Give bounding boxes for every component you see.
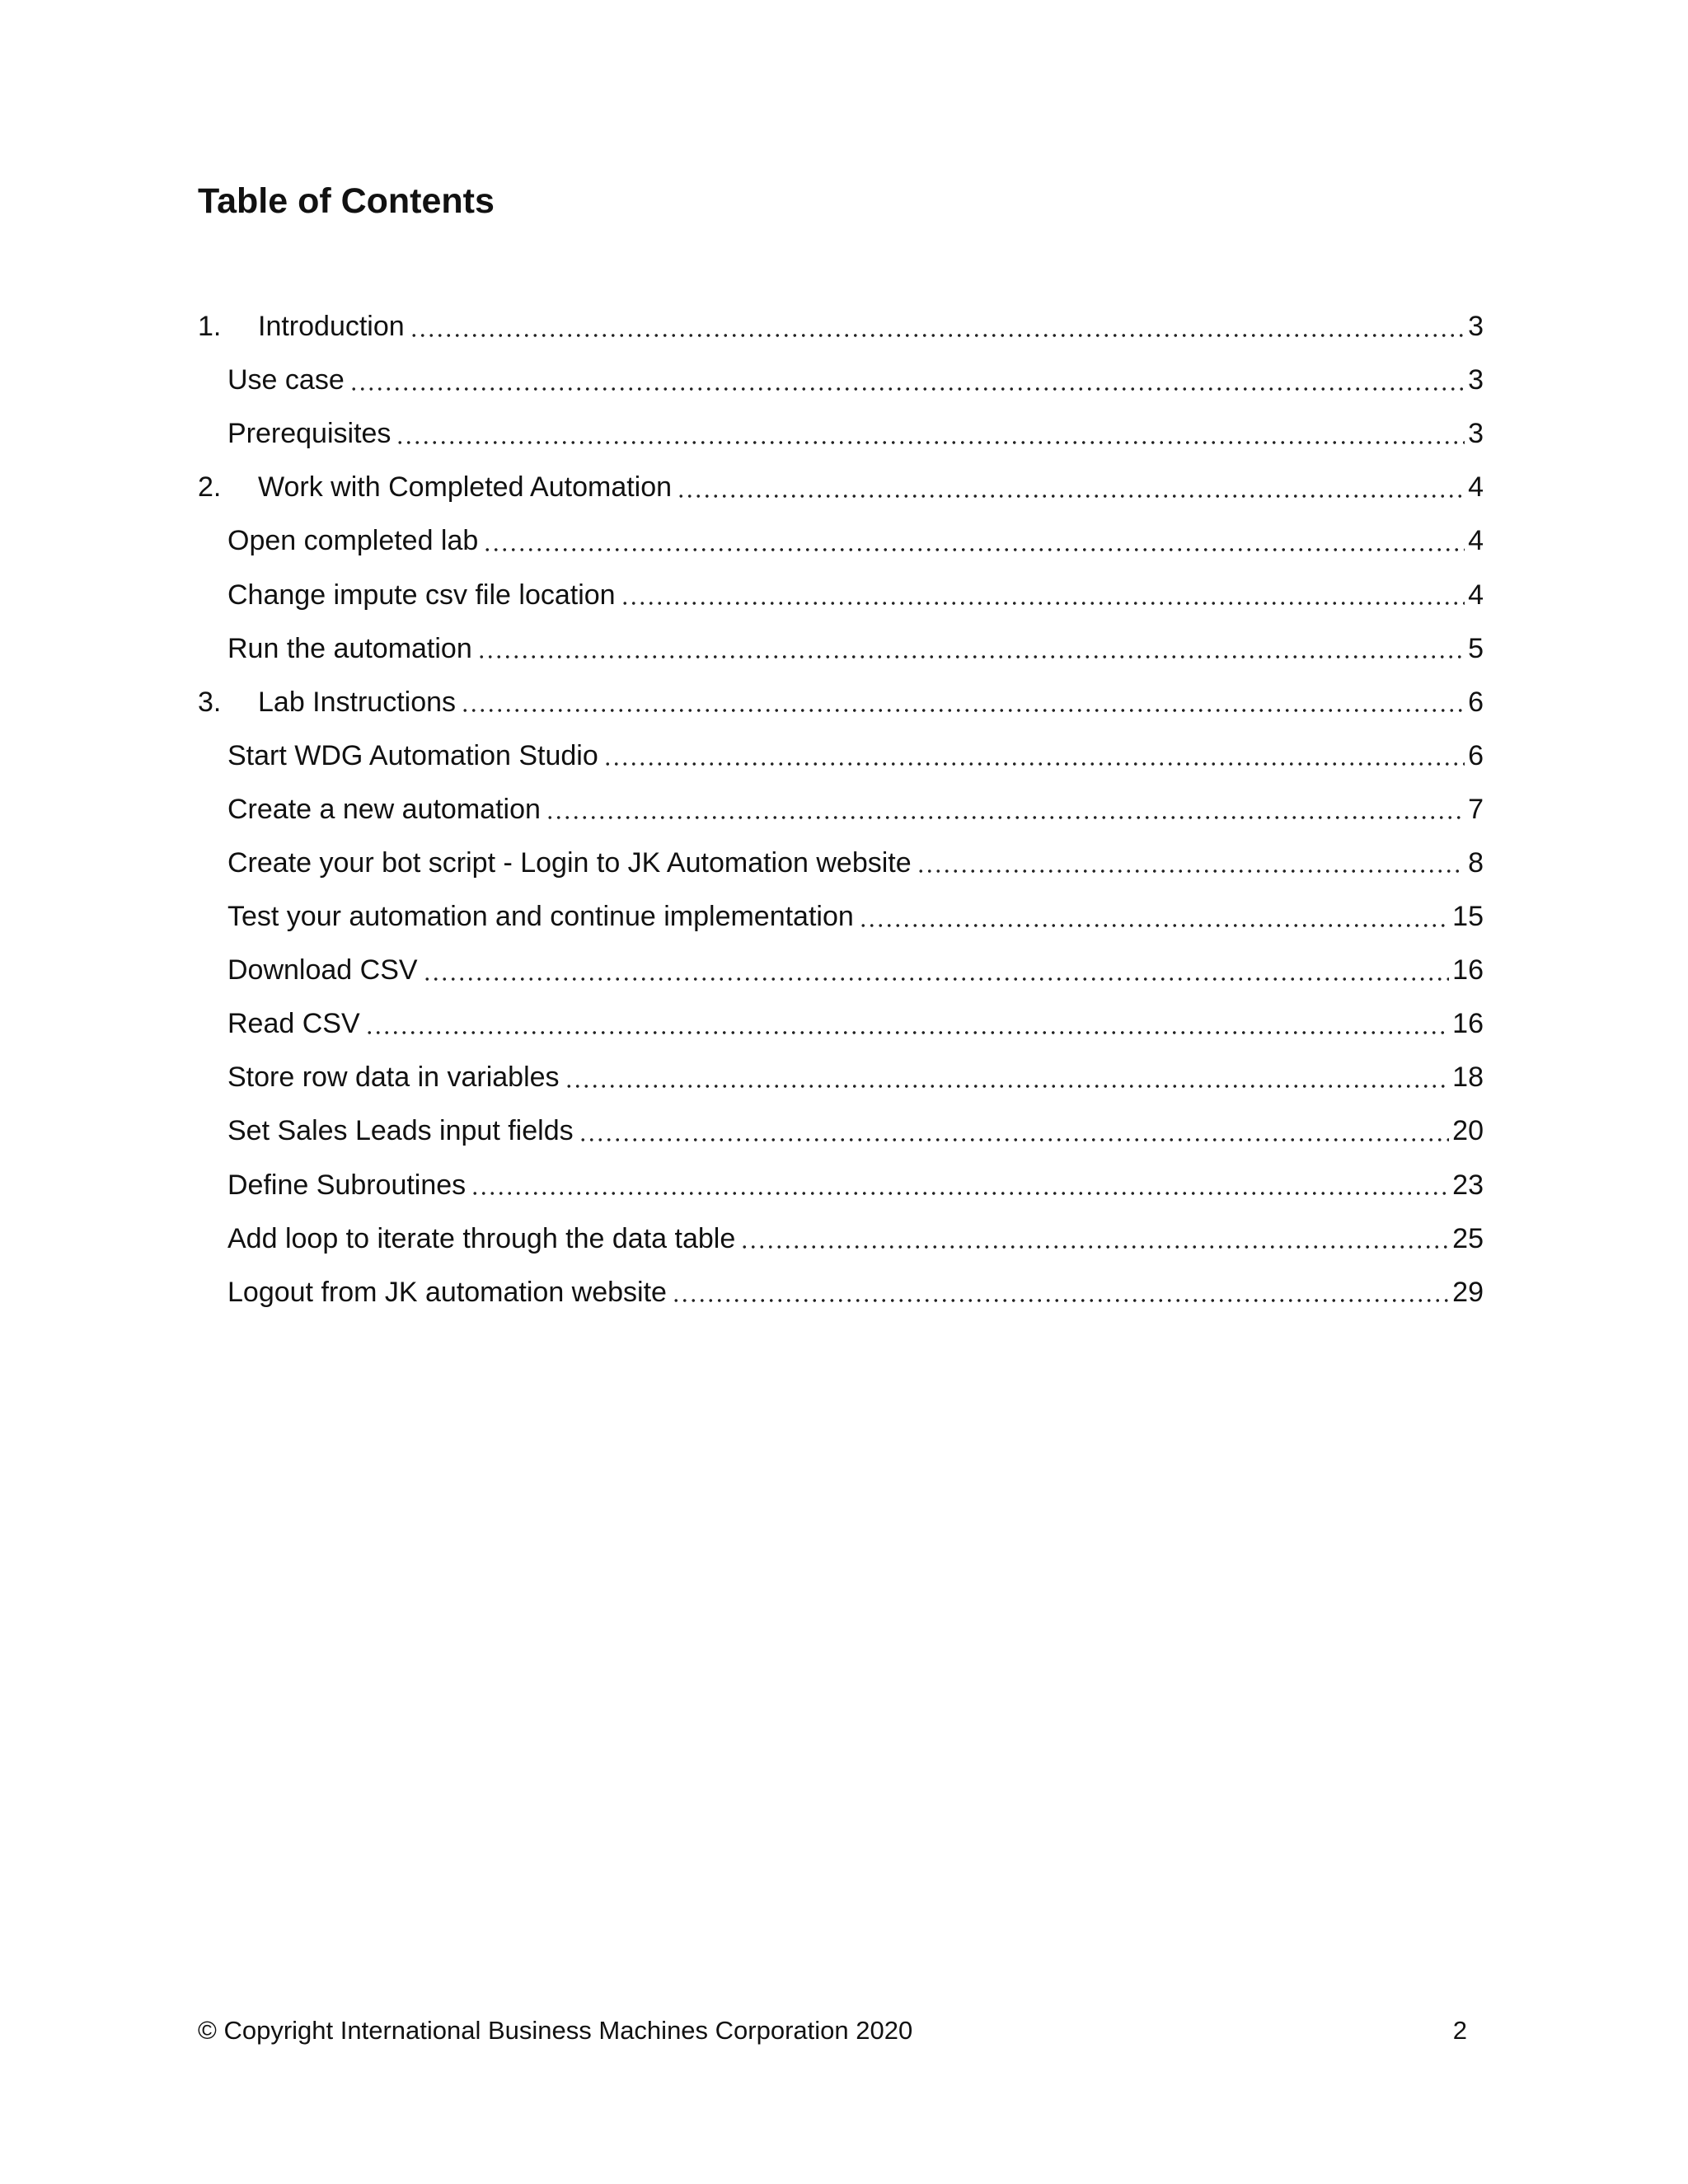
toc-list <box>198 300 1484 1319</box>
toc-entry-use-case[interactable] <box>198 354 1484 407</box>
toc-entry-introduction[interactable] <box>198 300 1484 354</box>
toc-entry-page: 5 <box>1468 632 1484 664</box>
toc-entry-label: Run the automation <box>227 633 477 665</box>
toc-entry-read-csv[interactable] <box>198 997 1484 1051</box>
toc-entry-change-csv-location[interactable] <box>198 568 1484 621</box>
toc-entry-label: Create your bot script - Login to JK Automation website <box>227 847 917 879</box>
toc-entry-number: 1. <box>198 311 222 343</box>
toc-entry-label: Test your automation and continue implementation <box>227 901 859 933</box>
toc-entry-label: Define Subroutines <box>227 1169 471 1202</box>
toc-entry-label: Work with Completed Automation <box>258 471 677 504</box>
copyright-notice: © Copyright International Business Machines Corporation 2020 <box>198 2016 913 2045</box>
toc-entry-label: Download CSV <box>227 954 423 987</box>
toc-dot-leader <box>483 547 1465 552</box>
toc-entry-lab-instructions[interactable] <box>198 676 1484 729</box>
toc-entry-work-with-completed-automation[interactable] <box>198 461 1484 514</box>
toc-dot-leader <box>672 1298 1449 1303</box>
toc-entry-test-your-automation[interactable] <box>198 890 1484 944</box>
toc-entry-label: Store row data in variables <box>227 1062 565 1094</box>
toc-entry-label: Read CSV <box>227 1008 365 1040</box>
page-footer <box>198 2016 1467 2046</box>
toc-entry-number: 3. <box>198 686 222 718</box>
toc-entry-label: Logout from JK automation website <box>227 1277 672 1309</box>
toc-entry-page: 8 <box>1468 846 1484 879</box>
toc-entry-page: 4 <box>1468 525 1484 557</box>
toc-entry-number: 2. <box>198 471 222 504</box>
toc-entry-label: Lab Instructions <box>258 687 461 719</box>
toc-dot-leader <box>396 440 1465 445</box>
toc-dot-leader <box>565 1084 1450 1089</box>
toc-dot-leader <box>603 762 1465 766</box>
toc-entry-page: 18 <box>1452 1062 1484 1094</box>
toc-dot-leader <box>461 708 1465 713</box>
toc-entry-store-row-data[interactable] <box>198 1051 1484 1104</box>
toc-entry-page: 3 <box>1468 418 1484 450</box>
toc-entry-page: 25 <box>1452 1222 1484 1254</box>
toc-entry-start-wdg-automation-studio[interactable] <box>198 729 1484 783</box>
toc-entry-page: 16 <box>1452 1008 1484 1040</box>
toc-entry-create-new-automation[interactable] <box>198 783 1484 837</box>
toc-dot-leader <box>579 1137 1450 1142</box>
toc-dot-leader <box>471 1191 1449 1196</box>
toc-entry-label: Change impute csv file location <box>227 579 621 612</box>
toc-entry-prerequisites[interactable] <box>198 407 1484 461</box>
toc-entry-page: 15 <box>1452 901 1484 933</box>
page-number: 2 <box>1452 2016 1467 2045</box>
toc-entry-page: 16 <box>1452 954 1484 987</box>
toc-entry-page: 20 <box>1452 1115 1484 1147</box>
toc-entry-page: 6 <box>1468 739 1484 771</box>
toc-entry-label: Set Sales Leads input fields <box>227 1115 579 1147</box>
toc-entry-page: 29 <box>1452 1276 1484 1308</box>
toc-dot-leader <box>917 869 1465 874</box>
toc-dot-leader <box>621 601 1465 606</box>
toc-dot-leader <box>423 977 1450 982</box>
toc-dot-leader <box>859 923 1449 928</box>
toc-dot-leader <box>349 387 1465 391</box>
toc-dot-leader <box>740 1244 1449 1249</box>
toc-title: Table of Contents <box>198 181 495 221</box>
toc-entry-label: Prerequisites <box>227 418 396 450</box>
toc-dot-leader <box>410 333 1465 338</box>
toc-entry-download-csv[interactable] <box>198 944 1484 997</box>
toc-entry-page: 7 <box>1468 793 1484 825</box>
toc-entry-logout[interactable] <box>198 1266 1484 1319</box>
toc-entry-label: Introduction <box>258 311 410 343</box>
toc-entry-label: Create a new automation <box>227 794 546 826</box>
toc-entry-run-the-automation[interactable] <box>198 622 1484 676</box>
toc-entry-label: Open completed lab <box>227 525 483 557</box>
toc-entry-set-sales-leads-fields[interactable] <box>198 1104 1484 1158</box>
toc-dot-leader <box>365 1030 1450 1035</box>
toc-entry-create-bot-script[interactable] <box>198 837 1484 890</box>
toc-entry-page: 4 <box>1468 471 1484 504</box>
toc-dot-leader <box>546 815 1465 820</box>
toc-entry-page: 3 <box>1468 364 1484 396</box>
toc-entry-label: Start WDG Automation Studio <box>227 740 603 772</box>
toc-entry-page: 6 <box>1468 686 1484 718</box>
toc-entry-label: Add loop to iterate through the data table <box>227 1223 740 1255</box>
toc-entry-page: 23 <box>1452 1169 1484 1201</box>
toc-entry-define-subroutines[interactable] <box>198 1159 1484 1212</box>
toc-entry-open-completed-lab[interactable] <box>198 514 1484 568</box>
toc-entry-label: Use case <box>227 364 349 396</box>
toc-dot-leader <box>477 654 1465 659</box>
toc-dot-leader <box>677 494 1465 499</box>
toc-entry-page: 4 <box>1468 579 1484 611</box>
toc-entry-add-loop[interactable] <box>198 1212 1484 1266</box>
toc-entry-page: 3 <box>1468 311 1484 343</box>
